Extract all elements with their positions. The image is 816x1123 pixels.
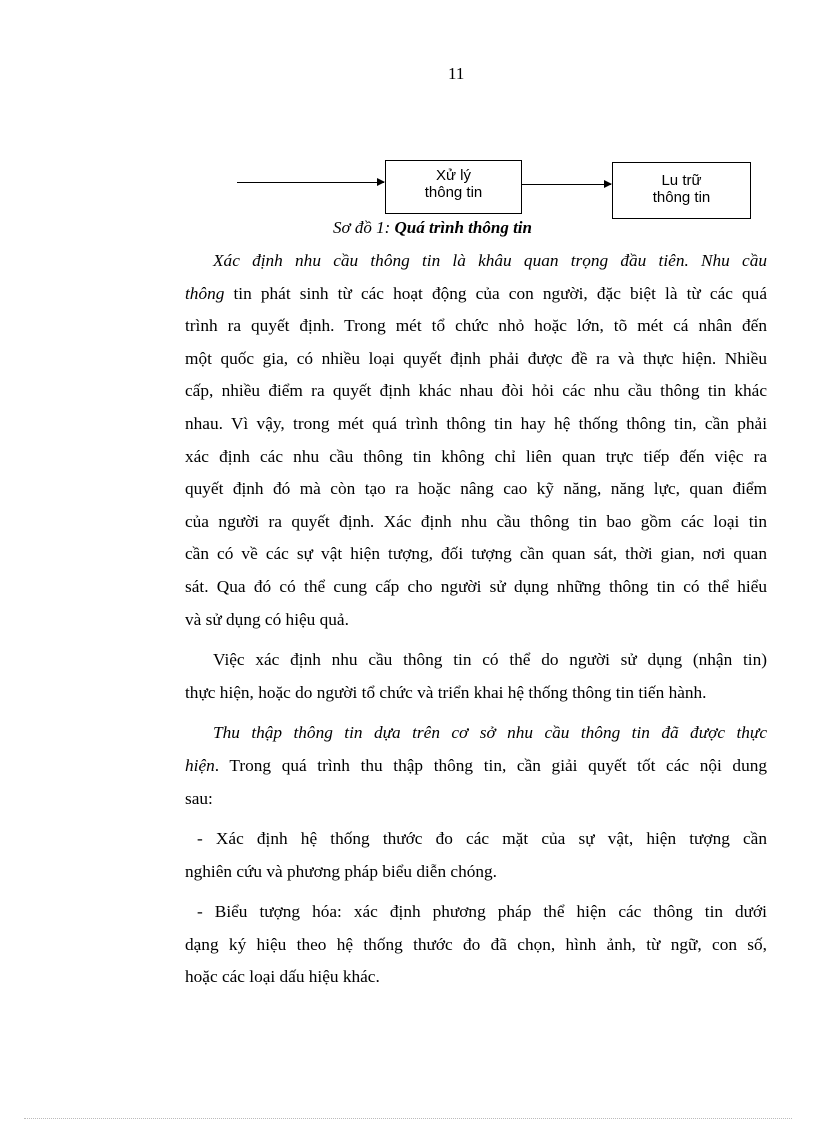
text-line bbox=[185, 473, 767, 506]
text-segment: . Trong quá trình thu thập thông tin, cần giải quyết tốt các nội dung bbox=[214, 755, 767, 775]
flow-arrow bbox=[522, 184, 611, 185]
text-segment: dạng ký hiệu theo hệ thống thước đo đã chọn, hình ảnh, từ ngữ, con số, bbox=[185, 934, 767, 954]
text-line bbox=[185, 856, 767, 889]
caption-prefix: Sơ đồ 1: bbox=[333, 218, 395, 237]
text-segment: một quốc gia, có nhiều loại quyết định phải được đề ra và thực hiện. Nhiều bbox=[185, 348, 767, 368]
text-segment: hoặc các loại dấu hiệu khác. bbox=[185, 967, 380, 987]
process-box-xu-ly bbox=[385, 160, 522, 214]
text-segment: quyết định đó mà còn tạo ra hoặc nâng cao kỹ năng, năng lực, quan điểm bbox=[185, 479, 767, 499]
process-box-luu-tru bbox=[612, 162, 751, 219]
text-segment: - Biểu tượng hóa: xác định phương pháp thể hiện các thông tin dưới bbox=[197, 902, 767, 922]
paragraph bbox=[185, 717, 767, 815]
text-segment: thông bbox=[185, 283, 225, 303]
box-label: thông tin bbox=[652, 189, 711, 206]
text-line bbox=[185, 343, 767, 376]
text-line bbox=[185, 644, 767, 677]
text-line bbox=[185, 604, 767, 637]
text-segment: nhau. Vì vậy, trong mét quá trình thông tin hay hệ thống thông tin, cần phải bbox=[185, 413, 767, 433]
text-line bbox=[185, 245, 767, 278]
text-line bbox=[185, 929, 767, 962]
text-line bbox=[185, 310, 767, 343]
page-bottom-border bbox=[24, 1118, 792, 1119]
diagram-caption bbox=[333, 218, 532, 238]
box-label: Lu trữ bbox=[661, 172, 702, 189]
text-line bbox=[185, 750, 767, 783]
text-segment: Việc xác định nhu cầu thông tin có thể do người sử dụng (nhận tin) bbox=[213, 650, 767, 670]
body-text bbox=[185, 245, 767, 1002]
text-line bbox=[185, 823, 767, 856]
page-number: 11 bbox=[448, 64, 465, 83]
text-line bbox=[185, 783, 767, 816]
text-segment: thực hiện, hoặc do người tổ chức và triển khai hệ thống thông tin tiến hành. bbox=[185, 682, 707, 702]
text-segment: và sử dụng có hiệu quả. bbox=[185, 609, 349, 629]
text-segment: nghiên cứu và phương pháp biểu diễn chóng. bbox=[185, 861, 497, 881]
text-segment: của người ra quyết định. Xác định nhu cầu thông tin bao gồm các loại tin bbox=[185, 511, 767, 531]
paragraph bbox=[185, 896, 767, 994]
text-segment: - Xác định hệ thống thước đo các mặt của sự vật, hiện tượng cần bbox=[197, 829, 767, 849]
text-line bbox=[185, 538, 767, 571]
paragraph bbox=[185, 245, 767, 636]
text-segment: cấp, nhiều điểm ra quyết định khác nhau đòi hỏi các nhu cầu thông tin khác bbox=[185, 381, 767, 401]
text-segment: hiện bbox=[185, 755, 215, 775]
text-line bbox=[185, 717, 767, 750]
text-line bbox=[185, 408, 767, 441]
text-segment: sau: bbox=[185, 788, 213, 808]
input-arrow bbox=[237, 182, 384, 183]
text-segment: tin phát sinh từ các hoạt động của con người, đặc biệt là từ các quá bbox=[224, 283, 767, 303]
box-label: thông tin bbox=[424, 184, 483, 201]
text-line bbox=[185, 961, 767, 994]
text-line bbox=[185, 677, 767, 710]
text-line bbox=[185, 375, 767, 408]
text-segment: Xác định nhu cầu thông tin là khâu quan trọng đầu tiên. Nhu cầu bbox=[213, 251, 767, 270]
text-line bbox=[185, 441, 767, 474]
caption-title: Quá trình thông tin bbox=[394, 218, 532, 237]
paragraph bbox=[185, 823, 767, 888]
text-segment: cần có về các sự vật hiện tượng, đối tượng cần quan sát, thời gian, nơi quan bbox=[185, 544, 767, 564]
box-label: Xử lý bbox=[435, 167, 472, 184]
paragraph bbox=[185, 644, 767, 709]
text-line bbox=[185, 278, 767, 311]
text-line bbox=[185, 571, 767, 604]
text-line bbox=[185, 506, 767, 539]
text-segment: xác định các nhu cầu thông tin không chỉ liên quan trực tiếp đến việc ra bbox=[185, 446, 767, 466]
text-segment: Thu thập thông tin dựa trên cơ sở nhu cầu thông tin đã được thực bbox=[213, 723, 767, 743]
text-segment: trình ra quyết định. Trong mét tổ chức nhỏ hoặc lớn, tõ mét cá nhân đến bbox=[185, 316, 767, 336]
text-line bbox=[185, 896, 767, 929]
text-segment: sát. Qua đó có thể cung cấp cho người sử dụng những thông tin có thể hiểu bbox=[185, 576, 767, 596]
